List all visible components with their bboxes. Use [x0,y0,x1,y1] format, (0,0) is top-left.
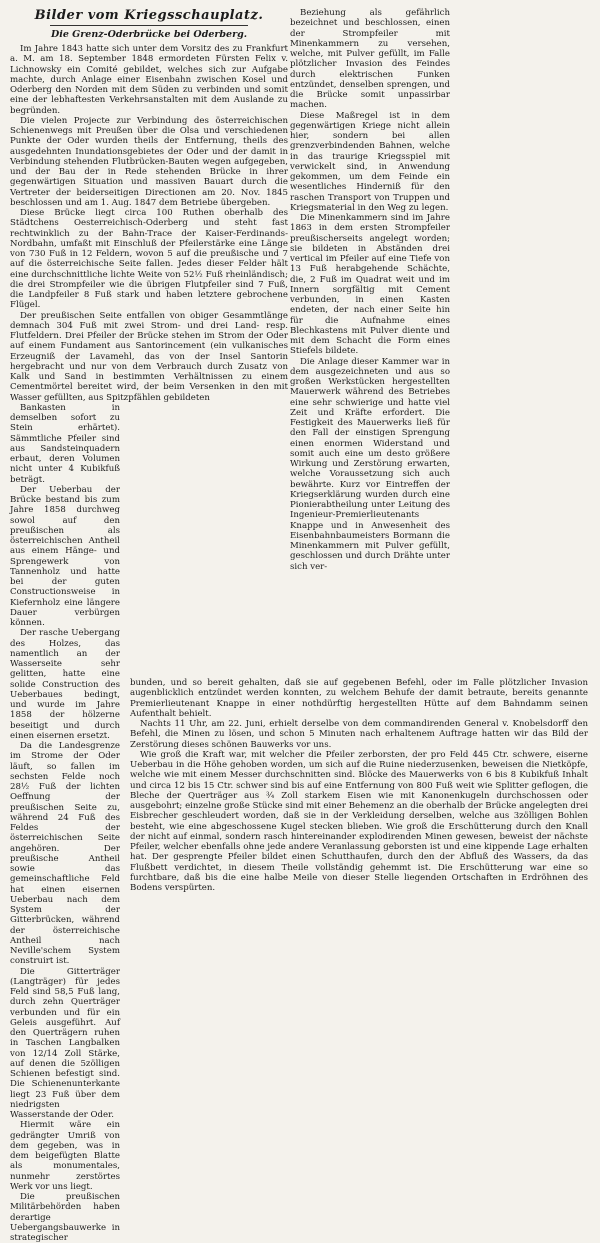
paragraph: Diese Maßregel ist in dem gegenwärtigen Kriege nicht allein hier, sondern bei allen grenzverbindenden Bahnen, welche in das traurige Kriegsspiel mit verwickelt sind, in Anwendung gekommen, um dem Feinde ein wesentliches Hinderniß für den raschen Transport von Truppen und Kriegsmaterial in den Weg zu legen. [290,110,450,213]
paragraph: Wie groß die Kraft war, mit welcher die Pfeiler zerborsten, der pro Feld 445 Ctr. schwere, eiserne Ueberbau in die Höhe gehoben worden, um sich auf die Ruine niederzusenken, beweisen die Nietköpfe, welche wie mit einem Messer durchschnitten sind. Blöcke des Mauerwerks von 6 bis 8 Kubikfuß Inhalt und circa 12 bis 15 Ctr. schwer sind bis auf eine Entfernung von 800 Fuß weit wie Splitter geflogen, die Bleche der Querträger aus ¾ Zoll starkem Eisen wie mit Kanonenkugeln durchschossen oder ausgebohrt; einzelne große Stücke sind mit einer Behemenz an die oberhalb der Brücke angelegten drei Eisbrecher geschleudert worden, daß sie in der Verkleidung derselben, welche aus 3zölligen Bohlen besteht, wie eine abgeschossene Kugel stecken blieben. Wie groß die Erschütterung durch den Knall der nicht auf einmal, sondern rasch hintereinander explodirenden Minen gewesen, beweist der nächste Pfeiler, welcher ebenfalls ohne jede andere Veranlassung geborsten ist und eine kippende Lage erhalten hat. Der gesprengte Pfeiler bildet einen Schutthaufen, durch den der Abfluß des Wassers, da das Flußbett verdichtet, in diesem Theile vollständig gehemmt ist. Die Erschütterung war eine so furchtbare, daß bis die eine halbe Meile von dieser Stelle liegenden Ortschaften in Erdröhnen des Bodens verspürten. [130,749,588,893]
paragraph: Die vielen Projecte zur Verbindung des österreichischen Schienenwegs mit Preußen über die Olsa und verschiedenen Punkte der Oder wurden theils der Entfernung, theils des ausgedehnten Inundationsgebietes der Oder und der damit in Verbindung stehenden Flutbrücken-Bauten wegen aufgegeben, und der Bau der in Rede stehenden Brücke in ihrer gegenwärtigen Situation und massiven Bauart durch die Vertreter der beiderseitigen Directionen am 20. Nov. 1845 beschlossen und am 1. Aug. 1847 dem Betriebe übergeben. [10,115,288,208]
article-subtitle: Die Grenz-Oderbrücke bei Oderberg. [50,29,248,40]
paragraph: Die preußischen Militärbehörden haben derartige Uebergangsbauwerke in strategischer [10,1192,120,1243]
paragraph: Die Anlage dieser Kammer war in dem ausgezeichneten und aus so großen Werkstücken hergestellten Mauerwerk während des Betriebes eine sehr schwierige und hatte viel Zeit und Kräfte erfordert. Die Festigkeit des Mauerwerks ließ für den Fall der einstigen Sprengung einen enormen Widerstand und somit auch eine um desto größere Wirkung und Zerstörung erwarten, welche Voraussetzung sich auch bewährte. Kurz vor Eintreffen der Kriegserklärung wurden durch eine Pionierabtheilung unter Leitung des Ingenieur-Premierlieutenants Knappe und in Anwesenheit des Eisenbahnbaumeisters Bormann die Minenkammern mit Pulver gefüllt, geschlossen und durch Drähte unter sich ver- [290,356,450,572]
paragraph: Beziehung als gefährlich bezeichnet und beschlossen, einen der Strompfeiler mit Minenkammern zu versehen, welche, mit Pulver gefüllt, im Falle plötzlicher Invasion des Feindes durch elektrischen Funken entzündet, denselben sprengen, und die Brücke somit unpassirbar machen. [290,8,450,111]
left-wide-text [10,44,288,403]
right-column [290,8,588,572]
paragraph: Hiermit wäre ein gedrängter Umriß von dem gegeben, was in dem beigefügten Blatte als monumentales, nunmehr zerstörtes Werk vor uns liegt. [10,1120,120,1192]
paragraph: Der rasche Uebergang des Holzes, das namentlich an der Wasserseite sehr gelitten, hatte eine solide Construction des Ueberbaues bedingt, und wurde im Jahre 1858 der hölzerne beseitigt und durch einen eisernen ersetzt. [10,628,120,741]
paragraph: bunden, und so bereit gehalten, daß sie auf gegebenen Befehl, oder im Falle plötzlicher Invasion augenblicklich entzündet werden konnten, zu welchem Behufe der damit betraute, bereits genannte Premierlieutenant Knappe in einer nothdürftig hergestellten Hütte auf dem Bahndamm seinen Aufenthalt behielt. [130,678,588,719]
right-narrow-text [290,8,450,572]
paragraph: Nachts 11 Uhr, am 22. Juni, erhielt derselbe von dem commandirenden General v. Knobelsdorff den Befehl, die Minen zu lösen, und schon 5 Minuten nach erhaltenem Auftrage hatten wir das Bild der Zerstörung dieses schönen Bauwerks vor uns. [130,719,588,750]
left-column [10,8,288,1243]
title-rule [50,25,248,26]
paragraph: Im Jahre 1843 hatte sich unter dem Vorsitz des zu Frankfurt a. M. am 18. September 1848 ermordeten Fürsten Felix v. Lichnowsky ein Comité gebildet, welches sich zur Aufgabe machte, durch Anlage einer Eisenbahn zwischen Kosel und Oderberg den Norden mit dem Süden zu verbinden und somit eine der lebhaftesten Verkehrsanstalten mit dem Auslande zu begründen. [10,44,288,116]
paragraph: Der preußischen Seite entfallen von obiger Gesammtlänge demnach 304 Fuß mit zwei Strom- und drei Land- resp. Flutfeldern. Drei Pfeiler der Brücke stehen im Strom der Oder auf einem Fundament aus Santorincement (ein vulkanisches Erzeugniß der Lavamehl, das von der Insel Santorin hergebracht und nur von dem Verbrauch durch Zusatz von Kalk und Sand in bestimmten Verhältnissen zu einem Cementmörtel bereitet wird, der beim Versenken in den mit Wasser gefüllten, aus Spitzpfählen gebildeten [10,310,288,403]
left-narrow-text [10,403,120,1243]
paragraph: Die Gitterträger (Langträger) für jedes Feld sind 58,5 Fuß lang, durch zehn Querträger verbunden und für ein Geleis ausgeführt. Auf den Querträgern ruhen in Taschen Langbalken von 12/14 Zoll Stärke, auf denen die 5zölligen Schienen befestigt sind. Die Schienenunterkante liegt 23 Fuß über dem niedrigsten Wasserstande der Oder. [10,966,120,1120]
paragraph: Bankasten in demselben sofort zu Stein erhärtet). Sämmtliche Pfeiler sind aus Sandsteinquadern erbaut, deren Volumen nicht unter 4 Kubikfuß beträgt. [10,402,120,485]
paragraph: Diese Brücke liegt circa 100 Ruthen oberhalb des Städtchens Oesterreichisch-Oderberg und steht fast rechtwinklich zu der Bahn-Trace der Kaiser-Ferdinands-Nordbahn, umfaßt mit Einschluß der Pfeilerstärke eine Länge von 730 Fuß in 12 Feldern, wovon 5 auf die preußische und 7 auf die österreichische Seite fallen. Jedes dieser Felder hält eine durchschnittliche lichte Weite von 52½ Fuß rheinländisch; die drei Strompfeiler wie die übrigen Flutpfeiler sind 7 Fuß, die Landpfeiler 8 Fuß stark und haben letztere gebrochene Flügel. [10,208,288,311]
paragraph: Da die Landesgrenze im Strome der Oder läuft, so fallen im sechsten Felde noch 28½ Fuß der lichten Oeffnung der preußischen Seite zu, während 24 Fuß des Feldes der österreichischen Seite angehören. Der preußische Antheil sowie das gemeinschaftliche Feld hat einen eisernen Ueberbau nach dem System der Gitterbrücken, während der österreichische Antheil nach Neville'schem System construirt ist. [10,741,120,967]
paragraph: Der Ueberbau der Brücke bestand bis zum Jahre 1858 durchweg sowol auf den preußischen als österreichischen Antheil aus einem Hänge- und Sprengewerk von Tannenholz und hatte bei der guten Constructionsweise in Kiefernholz eine längere Dauer verbürgen können. [10,484,120,628]
article-title: Bilder vom Kriegsschauplatz. [34,8,264,23]
paragraph: Die Minenkammern sind im Jahre 1863 in dem ersten Strompfeiler preußischerseits angelegt worden; sie bildeten in Abständen drei vertical im Pfeiler auf eine Tiefe von 13 Fuß herabgehende Schächte, die, 2 Fuß im Quadrat weit und im Innern sorgfältig mit Cement verbunden, in einen Kasten endeten, der nach einer Seite hin für die Aufnahme eines Blechkastens mit Pulver diente und mit dem Schacht die Form eines Stiefels bildete. [290,213,450,357]
right-wide-text [130,678,588,893]
